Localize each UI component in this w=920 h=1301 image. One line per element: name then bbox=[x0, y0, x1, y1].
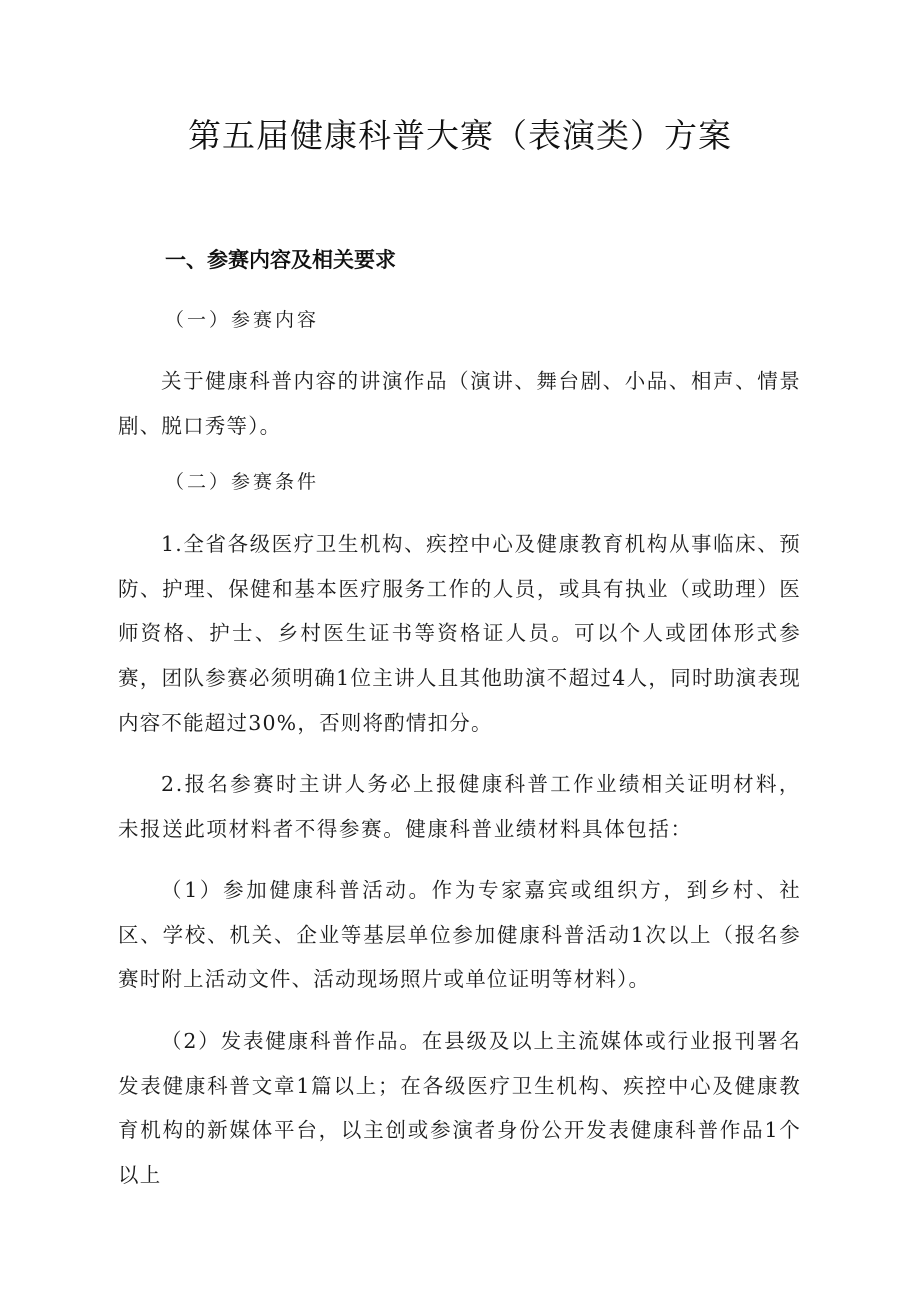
document-title: 第五届健康科普大赛（表演类）方案 bbox=[188, 116, 732, 155]
subsection-label-content: （一）参赛内容 bbox=[165, 309, 320, 331]
paragraph-content-description: 关于健康科普内容的讲演作品（演讲、舞台剧、小品、相声、情景剧、脱口秀等）。 bbox=[118, 369, 801, 438]
paragraph-condition-2: 2.报名参赛时主讲人务必上报健康科普工作业绩相关证明材料，未报送此项材料者不得参赛。健康科普业绩材料具体包括： bbox=[118, 772, 801, 841]
subsection-label-conditions: （二）参赛条件 bbox=[165, 471, 320, 493]
paragraph-condition-2-2: （2）发表健康科普作品。在县级及以上主流媒体或行业报刊署名发表健康科普文章1篇以上；在各级医疗卫生机构、疾控中心及健康教育机构的新媒体平台，以主创或参演者身份公开发表健康科普作品1个以上 bbox=[118, 1029, 801, 1188]
section-heading: 一、参赛内容及相关要求 bbox=[165, 248, 396, 272]
paragraph-condition-2-1: （1）参加健康科普活动。作为专家嘉宾或组织方，到乡村、社区、学校、机关、企业等基层单位参加健康科普活动1次以上（报名参赛时附上活动文件、活动现场照片或单位证明等材料）。 bbox=[118, 878, 801, 992]
paragraph-condition-1: 1.全省各级医疗卫生机构、疾控中心及健康教育机构从事临床、预防、护理、保健和基本医疗服务工作的人员，或具有执业（或助理）医师资格、护士、乡村医生证书等资格证人员。可以个人或团体形式参赛，团队参赛必须明确1位主讲人且其他助演不超过4人，同时助演表现内容不能超过30%，否则将酌情扣分。 bbox=[118, 532, 801, 735]
